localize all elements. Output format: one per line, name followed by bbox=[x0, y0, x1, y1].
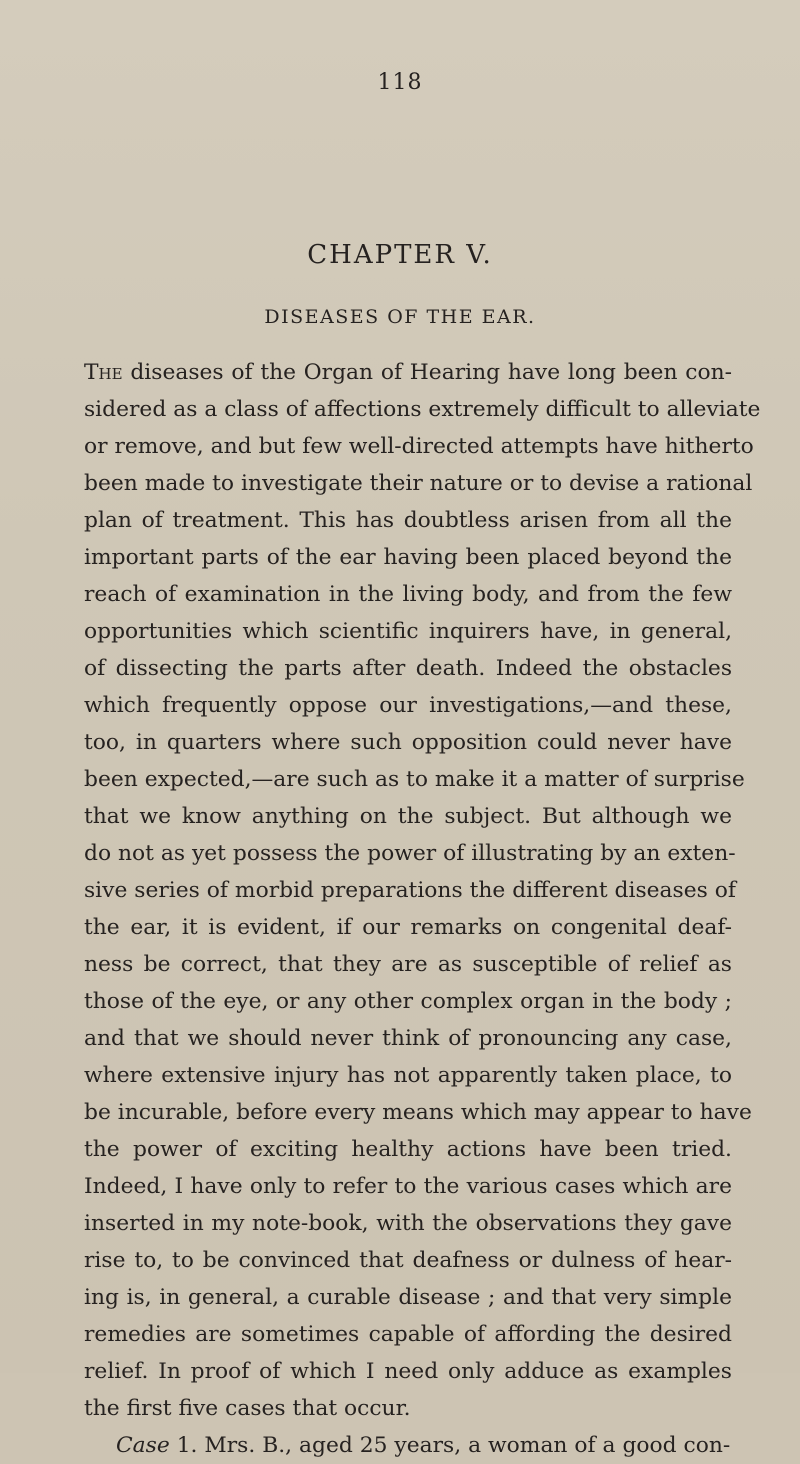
text-line: the power of exciting healthy actions have been tried. bbox=[84, 1137, 732, 1162]
text-line: been made to investigate their nature or to devise a rational bbox=[84, 471, 753, 496]
case-text: 1. Mrs. B., aged 25 years, a woman of a good con- bbox=[169, 1433, 731, 1458]
text-line: sive series of morbid preparations the different diseases of bbox=[84, 878, 736, 903]
case-label: Case bbox=[116, 1433, 170, 1458]
section-title: DISEASES OF THE EAR. bbox=[264, 306, 536, 328]
text-line: be incurable, before every means which may appear to have bbox=[84, 1100, 752, 1125]
text-line: opportunities which scientific inquirers have, in general, bbox=[84, 619, 732, 644]
lead-word: The bbox=[84, 360, 123, 385]
text-line: where extensive injury has not apparently taken place, to bbox=[84, 1063, 732, 1088]
case-line bbox=[84, 1427, 732, 1464]
body-paragraph bbox=[84, 354, 761, 1464]
text-line: too, in quarters where such opposition could never have bbox=[84, 730, 732, 755]
text-line: reach of examination in the living body, and from the few bbox=[84, 582, 732, 607]
text-line: rise to, to be convinced that deafness or dulness of hear- bbox=[84, 1248, 732, 1273]
text-line: that we know anything on the subject. But although we bbox=[84, 804, 732, 829]
text-line: ing is, in general, a curable disease ; and that very simple bbox=[84, 1285, 732, 1310]
text-line: the first five cases that occur. bbox=[84, 1396, 411, 1421]
text-line: sidered as a class of affections extremely difficult to alleviate bbox=[84, 397, 761, 422]
text-line: inserted in my note-book, with the observations they gave bbox=[84, 1211, 732, 1236]
text-line: do not as yet possess the power of illustrating by an exten- bbox=[84, 841, 736, 866]
text-line: Indeed, I have only to refer to the various cases which are bbox=[84, 1174, 732, 1199]
text-line: those of the eye, or any other complex organ in the body ; bbox=[84, 989, 732, 1014]
text-line: of dissecting the parts after death. Indeed the obstacles bbox=[84, 656, 732, 681]
text-line: and that we should never think of pronouncing any case, bbox=[84, 1026, 732, 1051]
text-line bbox=[84, 354, 732, 391]
text-line: plan of treatment. This has doubtless arisen from all the bbox=[84, 508, 732, 533]
text-line: remedies are sometimes capable of affording the desired bbox=[84, 1322, 732, 1347]
text-line: which frequently oppose our investigations,—and these, bbox=[84, 693, 732, 718]
text-line: the ear, it is evident, if our remarks on congenital deaf- bbox=[84, 915, 732, 940]
page-number: 118 bbox=[377, 70, 423, 95]
chapter-title: CHAPTER V. bbox=[307, 240, 493, 270]
text-line: relief. In proof of which I need only adduce as examples bbox=[84, 1359, 732, 1384]
text-line: ness be correct, that they are as susceptible of relief as bbox=[84, 952, 732, 977]
text-line: or remove, and but few well-directed attempts have hitherto bbox=[84, 434, 754, 459]
text-line: been expected,—are such as to make it a matter of surprise bbox=[84, 767, 745, 792]
text-line-content: diseases of the Organ of Hearing have long been con- bbox=[122, 360, 732, 385]
text-line: important parts of the ear having been placed beyond the bbox=[84, 545, 732, 570]
